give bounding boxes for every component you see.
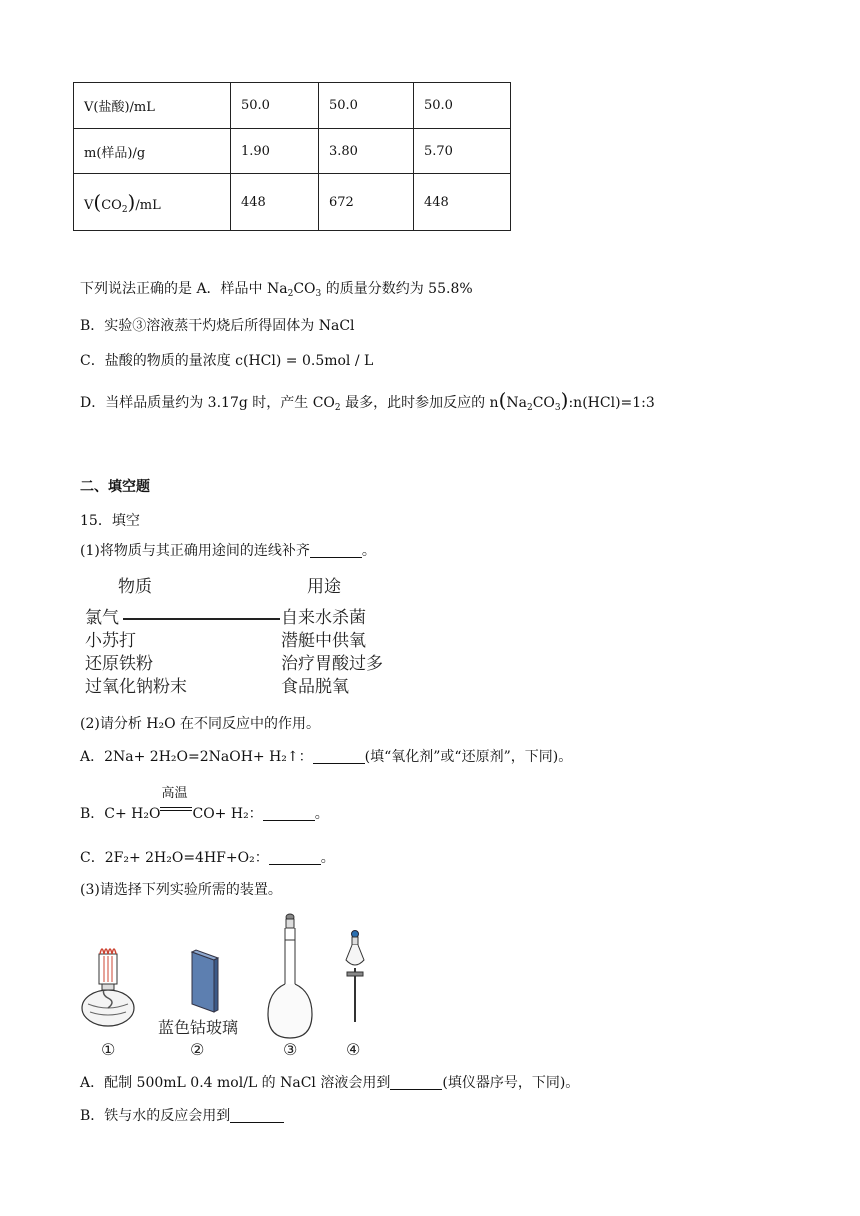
option-d-text: Na xyxy=(506,395,527,411)
co2-label-co: CO xyxy=(101,197,122,213)
table-cell-co2-label xyxy=(74,174,231,231)
equals-line xyxy=(160,810,192,811)
part-text: A．2Na+ 2H₂O=2NaOH+ H₂↑： xyxy=(80,749,313,765)
table-cell: 50.0 xyxy=(231,83,319,129)
co2-label-sub: 2 xyxy=(121,204,128,215)
stem-sub: 3 xyxy=(315,289,322,299)
reaction-c xyxy=(80,849,335,867)
part-text: (填仪器序号，下同)。 xyxy=(442,1075,580,1091)
part-text: B．C+ H₂O xyxy=(80,806,161,822)
connecting-line xyxy=(123,618,280,620)
volumetric-flask-icon xyxy=(268,914,312,1038)
right-item: 食品脱氧 xyxy=(281,677,349,697)
condition-text: 高温 xyxy=(161,786,188,801)
table-cell: 50.0 xyxy=(414,83,511,129)
table-row xyxy=(74,129,511,174)
separatory-funnel-icon xyxy=(346,931,364,1023)
table-cell: m(样品)/g xyxy=(74,129,231,174)
answer-blank xyxy=(230,1108,284,1123)
part-text: B．铁与水的反应会用到 xyxy=(80,1108,231,1124)
part-text: (1)将物质与其正确用途间的连线补齐 xyxy=(80,543,310,559)
table-cell: V(盐酸)/mL xyxy=(74,83,231,129)
option-d-sub: 3 xyxy=(554,403,561,413)
right-item: 治疗胃酸过多 xyxy=(281,654,383,674)
question-stem xyxy=(80,280,473,303)
apparatus-question-a xyxy=(80,1074,579,1092)
stem-text: CO xyxy=(293,281,316,297)
table-cell: 672 xyxy=(319,174,414,231)
option-d-text: :n(HCl)=1:3 xyxy=(568,395,655,411)
part-text: 。 xyxy=(361,543,376,559)
table-cell: 448 xyxy=(231,174,319,231)
paren-close: ) xyxy=(560,388,569,412)
reaction-condition xyxy=(160,786,192,818)
option-c: C．盐酸的物质的量浓度 c(HCl) = 0.5mol / L xyxy=(80,353,374,369)
reaction-a xyxy=(80,748,572,766)
right-item: 自来水杀菌 xyxy=(281,608,366,628)
question-part-2: (2)请分析 H₂O 在不同反应中的作用。 xyxy=(80,716,321,732)
answer-blank xyxy=(310,543,362,558)
option-d-text: D．当样品质量约为 3.17g 时，产生 CO xyxy=(80,395,335,411)
section-heading: 二、填空题 xyxy=(80,479,150,495)
header-left: 物质 xyxy=(118,577,152,597)
question-number: 15．填空 xyxy=(80,513,140,529)
apparatus-number: ② xyxy=(190,1040,205,1059)
option-d-text: 最多，此时参加反应的 n xyxy=(340,395,499,411)
co2-label-pre: V xyxy=(84,197,94,213)
answer-blank xyxy=(313,749,365,764)
apparatus-number: ④ xyxy=(346,1040,361,1059)
left-item: 还原铁粉 xyxy=(85,654,153,674)
table-cell: 3.80 xyxy=(319,129,414,174)
answer-blank xyxy=(269,850,321,865)
table-cell: 50.0 xyxy=(319,83,414,129)
header-right: 用途 xyxy=(307,577,341,597)
part-text: A．配制 500mL 0.4 mol/L 的 NaCl 溶液会用到 xyxy=(80,1075,391,1091)
left-item: 氯气 xyxy=(85,608,119,628)
option-b: B．实验③溶液蒸干灼烧后所得固体为 NaCl xyxy=(80,318,355,334)
question-part-1 xyxy=(80,542,376,560)
table-cell: 448 xyxy=(414,174,511,231)
table-row xyxy=(74,83,511,129)
paren-open: ( xyxy=(93,189,102,214)
right-item: 潜艇中供氧 xyxy=(281,631,366,651)
table-cell: 5.70 xyxy=(414,129,511,174)
apparatus-number: ① xyxy=(101,1040,116,1059)
part-text: C．2F₂+ 2H₂O=4HF+O₂： xyxy=(80,850,269,866)
question-part-3: (3)请选择下列实验所需的装置。 xyxy=(80,882,282,898)
cobalt-glass-label: 蓝色钴玻璃 xyxy=(158,1018,239,1037)
paren-open: ( xyxy=(498,388,507,412)
table-cell: 1.90 xyxy=(231,129,319,174)
stem-text: 的质量分数约为 55.8% xyxy=(321,281,473,297)
answer-blank xyxy=(390,1075,442,1090)
left-item: 小苏打 xyxy=(85,631,136,651)
answer-blank xyxy=(263,806,315,821)
table-row xyxy=(74,174,511,231)
equals-line xyxy=(160,807,192,808)
apparatus-number: ③ xyxy=(283,1040,298,1059)
alcohol-lamp-icon xyxy=(82,949,134,1026)
part-text: 。 xyxy=(320,850,335,866)
stem-sub: 2 xyxy=(287,289,294,299)
option-d xyxy=(80,388,655,417)
part-text: CO+ H₂： xyxy=(192,806,263,822)
left-item: 过氧化钠粉末 xyxy=(85,677,187,697)
reaction-b xyxy=(80,786,329,823)
stem-text: 下列说法正确的是 A．样品中 Na xyxy=(80,281,288,297)
option-d-sub: 2 xyxy=(526,403,533,413)
apparatus-question-b xyxy=(80,1107,284,1125)
data-table xyxy=(73,82,511,231)
co2-label-post: /mL xyxy=(135,197,161,213)
option-d-text: CO xyxy=(532,395,555,411)
cobalt-glass-icon xyxy=(192,950,218,1012)
paren-close: ) xyxy=(127,189,136,214)
part-text: (填“氧化剂”或“还原剂”，下同)。 xyxy=(364,749,573,765)
matching-figure xyxy=(85,576,405,696)
part-text: 。 xyxy=(314,806,329,822)
option-d-sub: 2 xyxy=(334,403,341,413)
